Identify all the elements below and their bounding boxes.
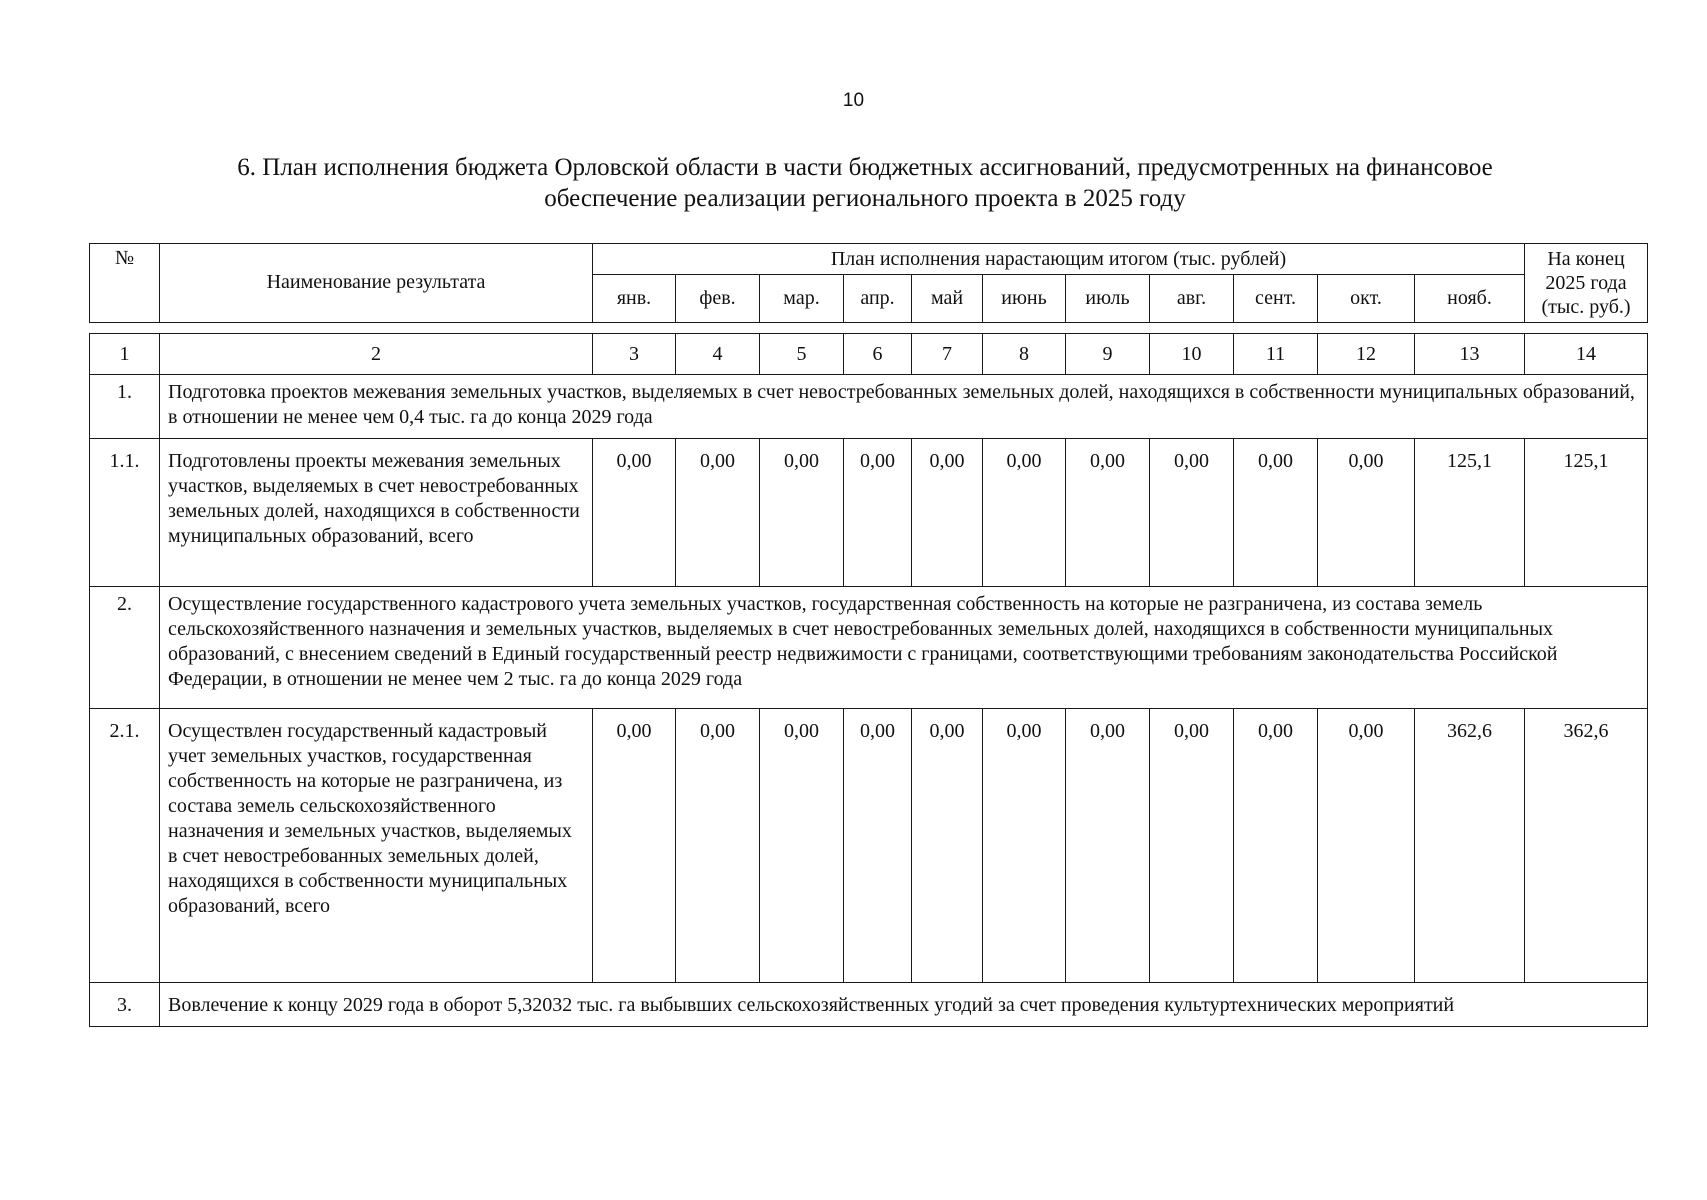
body-table — [89, 333, 1648, 1027]
value-cell: 0,00 — [912, 439, 983, 587]
header-table — [89, 243, 1648, 323]
value-cell: 0,00 — [593, 439, 676, 587]
value-cell: 0,00 — [676, 439, 760, 587]
section-number: 3. — [90, 983, 160, 1027]
value-cell: 0,00 — [844, 439, 912, 587]
column-number: 4 — [676, 334, 760, 375]
result-name: Подготовлены проекты межевания земельных участков, выделяемых в счет невостребованных земельных долей, находящихся в собственности муниципальных образований, всего — [160, 439, 593, 587]
value-cell: 125,1 — [1415, 439, 1525, 587]
column-number: 8 — [983, 334, 1066, 375]
value-cell: 125,1 — [1525, 439, 1648, 587]
value-cell: 0,00 — [1318, 439, 1415, 587]
section-text: Осуществление государственного кадастрового учета земельных участков, государственная собственность на которые не разграничена, из состава земель сельскохозяйственного назначения и земельных участков, выделяемых в счет невостребованных земельных долей, находящихся в собственности муниципальных образований, с внесением сведений в Единый государственный реестр недвижимости с границами, соответствующими требованиям законодательства Российской Федерации, в отношении не менее чем 2 тыс. га до конца 2029 года — [160, 587, 1648, 709]
value-cell: 0,00 — [1234, 709, 1318, 983]
column-number: 2 — [160, 334, 593, 375]
section-text: Вовлечение к концу 2029 года в оборот 5,32032 тыс. га выбывших сельскохозяйственных угодий за счет проведения культуртехнических мероприятий — [160, 983, 1648, 1027]
month-header: апр. — [844, 275, 912, 323]
title-line-2: обеспечение реализации регионального проекта в 2025 году — [544, 185, 1186, 212]
value-cell: 0,00 — [593, 709, 676, 983]
value-cell: 0,00 — [1150, 709, 1234, 983]
header-end — [1525, 244, 1648, 323]
column-number: 12 — [1318, 334, 1415, 375]
column-number: 9 — [1066, 334, 1150, 375]
value-cell: 0,00 — [1234, 439, 1318, 587]
section-text: Подготовка проектов межевания земельных участков, выделяемых в счет невостребованных земельных долей, находящихся в собственности муниципальных образований, в отношении не менее чем 0,4 тыс. га до конца 2029 года — [160, 375, 1648, 439]
row-number: 2.1. — [90, 709, 160, 983]
column-number: 14 — [1525, 334, 1648, 375]
value-cell: 0,00 — [1066, 439, 1150, 587]
month-header: июнь — [983, 275, 1066, 323]
header-name: Наименование результата — [160, 244, 593, 323]
section-number: 2. — [90, 587, 160, 709]
value-cell: 0,00 — [760, 709, 844, 983]
header-num: № — [90, 244, 160, 323]
section-number: 1. — [90, 375, 160, 439]
value-cell: 0,00 — [1066, 709, 1150, 983]
table-row — [90, 439, 1648, 587]
page-number: 10 — [842, 90, 865, 111]
section-row — [90, 983, 1648, 1027]
month-header: май — [912, 275, 983, 323]
value-cell: 0,00 — [844, 709, 912, 983]
row-number: 1.1. — [90, 439, 160, 587]
value-cell: 0,00 — [983, 439, 1066, 587]
value-cell: 0,00 — [1150, 439, 1234, 587]
title-line-1: 6. План исполнения бюджета Орловской области в части бюджетных ассигнований, предусмотренных на финансовое — [237, 154, 1493, 181]
month-header: окт. — [1318, 275, 1415, 323]
value-cell: 362,6 — [1525, 709, 1648, 983]
table-row — [90, 709, 1648, 983]
month-header: мар. — [760, 275, 844, 323]
column-number: 13 — [1415, 334, 1525, 375]
month-header: июль — [1066, 275, 1150, 323]
column-number: 11 — [1234, 334, 1318, 375]
column-number-row — [90, 334, 1648, 375]
document-title — [120, 152, 1610, 214]
month-header: фев. — [676, 275, 760, 323]
section-row — [90, 587, 1648, 709]
month-header: авг. — [1150, 275, 1234, 323]
column-number: 1 — [90, 334, 160, 375]
column-number: 5 — [760, 334, 844, 375]
value-cell: 0,00 — [912, 709, 983, 983]
value-cell: 0,00 — [676, 709, 760, 983]
header-end-line-3: (тыс. руб.) — [1541, 296, 1631, 318]
value-cell: 362,6 — [1415, 709, 1525, 983]
value-cell: 0,00 — [983, 709, 1066, 983]
result-name: Осуществлен государственный кадастровый учет земельных участков, государственная собственность на которые не разграничена, из состава земель сельскохозяйственного назначения и земельных участков, выделяемых в счет невостребованных земельных долей, находящихся в собственности муниципальных образований, всего — [160, 709, 593, 983]
column-number: 3 — [593, 334, 676, 375]
month-header: янв. — [593, 275, 676, 323]
section-row — [90, 375, 1648, 439]
header-end-line-1: На конец — [1547, 248, 1625, 270]
month-header: нояб. — [1415, 275, 1525, 323]
header-end-line-2: 2025 года — [1545, 272, 1627, 294]
column-number: 6 — [844, 334, 912, 375]
value-cell: 0,00 — [1318, 709, 1415, 983]
header-plan: План исполнения нарастающим итогом (тыс. рублей) — [593, 244, 1525, 275]
month-header: сент. — [1234, 275, 1318, 323]
column-number: 7 — [912, 334, 983, 375]
column-number: 10 — [1150, 334, 1234, 375]
value-cell: 0,00 — [760, 439, 844, 587]
